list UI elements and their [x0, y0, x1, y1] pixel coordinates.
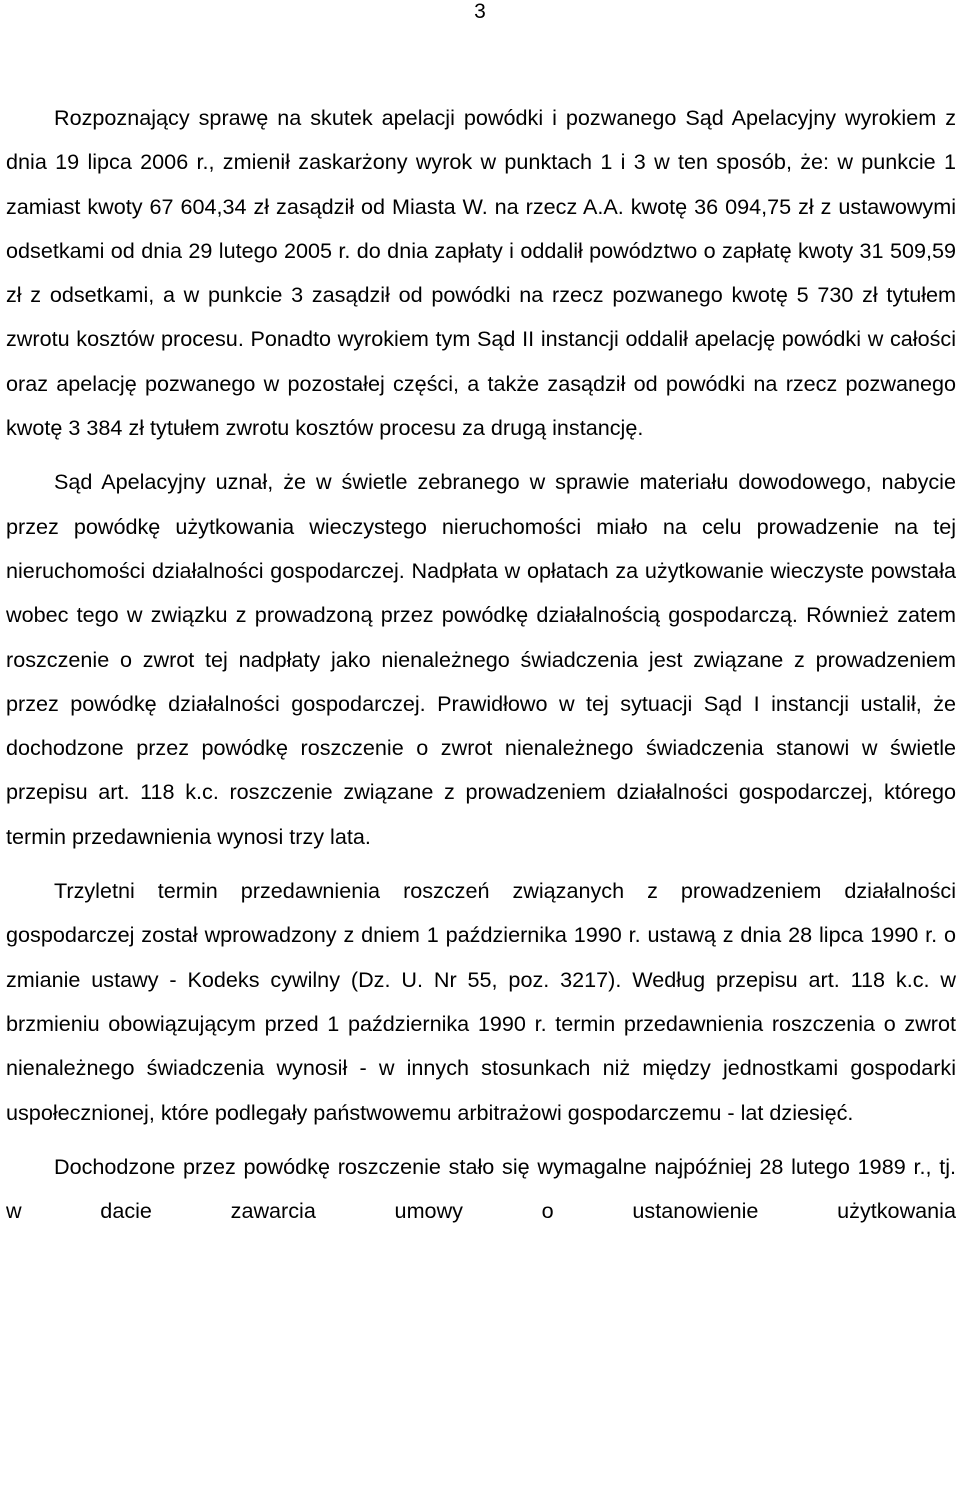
- page-number: 3: [474, 0, 486, 23]
- document-body: [6, 96, 956, 1233]
- paragraph-claim-due-date: Dochodzone przez powódkę roszczenie stało się wymagalne najpóźniej 28 lutego 1989 r., tj. w dacie zawarcia umowy o ustanowienie użytkowania: [6, 1153, 956, 1224]
- paragraph-limitation-period: Trzyletni termin przedawnienia roszczeń związanych z prowadzeniem działalności gospodarczej został wprowadzony z dniem 1 października 1990 r. ustawą z dnia 28 lipca 1990 r. o zmianie ustawy - Kodeks cywilny (Dz. U. Nr 55, poz. 3217). Według przepisu art. 118 k.c. w brzmieniu obowiązującym przed 1 października 1990 r. termin przedawnienia roszczenia o zwrot nienależnego świadczenia wynosił - w innych stosunkach niż między jednostkami gospodarki uspołecznionej, które podlegały państwowemu arbitrażowi gospodarczemu - lat dziesięć.: [6, 878, 956, 1125]
- paragraph-appeal-judgment: Rozpoznający sprawę na skutek apelacji powódki i pozwanego Sąd Apelacyjny wyrokiem z dnia 19 lipca 2006 r., zmienił zaskarżony wyrok w punktach 1 i 3 w ten sposób, że: w punkcie 1 zamiast kwoty 67 604,34 zł zasądził od Miasta W. na rzecz A.A. kwotę 36 094,75 zł z ustawowymi odsetkami od dnia 29 lutego 2005 r. do dnia zapłaty i oddalił powództwo o zapłatę kwoty 31 509,59 zł z odsetkami, a w punkcie 3 zasądził od powódki na rzecz pozwanego kwotę 5 730 zł tytułem zwrotu kosztów procesu. Ponadto wyrokiem tym Sąd II instancji oddalił apelację powódki w całości oraz apelację pozwanego w pozostałej części, a także zasądził od powódki na rzecz pozwanego kwotę 3 384 zł tytułem zwrotu kosztów procesu za drugą instancję.: [6, 105, 956, 441]
- paragraph-appeal-court-reasoning: Sąd Apelacyjny uznał, że w świetle zebranego w sprawie materiału dowodowego, nabycie przez powódkę użytkowania wieczystego nieruchomości miało na celu prowadzenie na tej nieruchomości działalności gospodarczej. Nadpłata w opłatach za użytkowanie wieczyste powstała wobec tego w związku z prowadzoną przez powódkę działalnością gospodarczą. Również zatem roszczenie o zwrot tej nadpłaty jako nienależnego świadczenia jest związane z prowadzeniem przez powódkę działalności gospodarczej. Prawidłowo w tej sytuacji Sąd I instancji ustalił, że dochodzone przez powódkę roszczenie o zwrot nienależnego świadczenia stanowi w świetle przepisu art. 118 k.c. roszczenie związane z prowadzeniem działalności gospodarczej, którego termin przedawnienia wynosi trzy lata.: [6, 469, 956, 849]
